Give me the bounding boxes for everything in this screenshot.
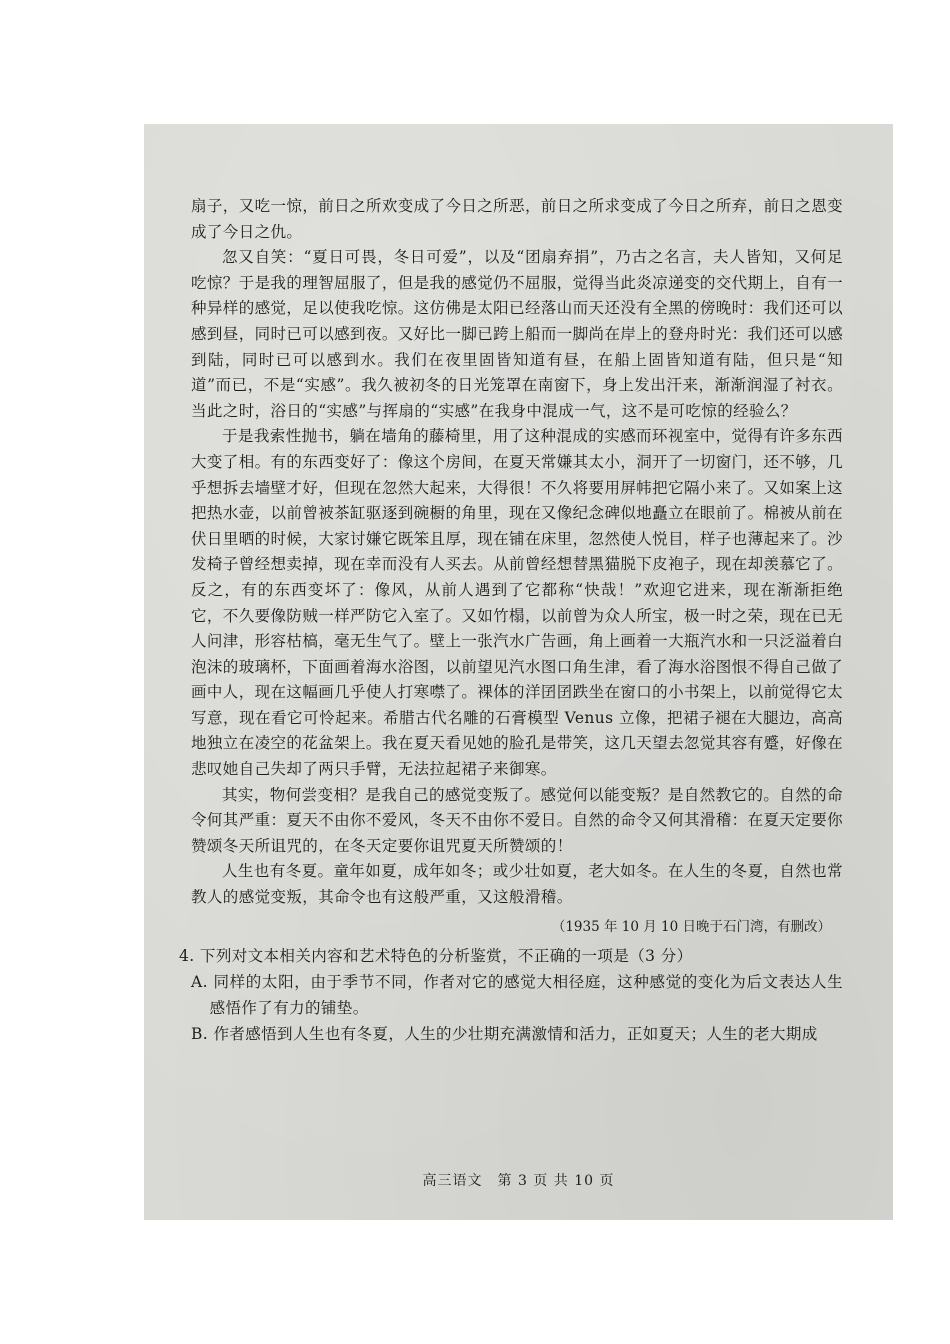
passage-paragraph-3: 于是我索性抛书，躺在墙角的藤椅里，用了这种混成的实感而环视室中，觉得有许多东西大变了相。有的东西变好了：像这个房间，在夏天常嫌其太小，洞开了一切窗门，还不够，几乎想拆去墙壁才好，但现在忽然大起来，大得很！不久将要用屏帏把它隔小来了。又如案上这把热水壶，以前曾被茶缸驱逐到碗橱的角里，现在又像纪念碑似地矗立在眼前了。棉被从前在伏日里晒的时候，大家讨嫌它既笨且厚，现在铺在床里，忽然使人悦目，样子也薄起来了。沙发椅子曾经想卖掉，现在幸而没有人买去。从前曾经想替黑猫脱下皮袍子，现在却羡慕它了。反之，有的东西变坏了：像风，从前人遇到了它都称“快哉！”欢迎它进来，现在渐渐拒绝它，不久要像防贼一样严防它入室了。又如竹榻，以前曾为众人所宝，极一时之荣，现在已无人问津，形容枯槁，毫无生气了。壁上一张汽水广告画，角上画着一大瓶汽水和一只泛溢着白泡沫的玻璃杯，下面画着海水浴图，以前望见汽水图口角生津，看了海水浴图恨不得自己做了画中人，现在这幅画几乎使人打寒噤了。裸体的洋囝囝跌坐在窗口的小书架上，以前觉得它太写意，现在看它可怜起来。希腊古代名雕的石膏模型 Venus 立像，把裙子褪在大腿边，高高地独立在凌空的花盆架上。我在夏天看见她的脸孔是带笑，这几天望去忽觉其容有蹙，好像在悲叹她自己失却了两只手臂，无法拉起裙子来御寒。 bbox=[191, 427, 843, 779]
passage-paragraph-2: 忽又自笑：“夏日可畏，冬日可爱”，以及“团扇弃捐”，乃古之名言，夫人皆知，又何足吃惊？于是我的理智屈服了，但是我的感觉仍不屈服，觉得当此炎凉递变的交代期上，自有一种异样的感觉，足以使我吃惊。这仿佛是太阳已经落山而天还没有全黑的傍晚时：我们还可以感到昼，同时已可以感到夜。又好比一脚已跨上船而一脚尚在岸上的登舟时光：我们还可以感到陆，同时已可以感到水。我们在夜里固皆知道有昼，在船上固皆知道有陆，但只是“知道”而已，不是“实感”。我久被初冬的日光笼罩在南窗下，身上发出汗来，渐渐润湿了衬衣。当此之时，浴日的“实感”与挥扇的“实感”在我身中混成一气，这不是可吃惊的经验么？ bbox=[191, 248, 843, 420]
question-option-a: A. 同样的太阳，由于季节不同，作者对它的感觉大相径庭，这种感觉的变化为后文表达人生感悟作了有力的铺垫。 bbox=[191, 972, 843, 1017]
exam-page bbox=[144, 124, 893, 1220]
passage-paragraph-4: 其实，物何尝变相？是我自己的感觉变叛了。感觉何以能变叛？是自然教它的。自然的命令何其严重：夏天不由你不爱风，冬天不由你不爱日。自然的命令又何其滑稽：在夏天定要你赞颂冬天所诅咒的，在冬天定要你诅咒夏天所赞颂的！ bbox=[191, 785, 843, 855]
passage bbox=[191, 194, 843, 939]
passage-paragraph-1: 扇子，又吃一惊，前日之所欢变成了今日之所恶，前日之所求变成了今日之所弃，前日之恩变成了今日之仇。 bbox=[191, 197, 843, 241]
passage-paragraph-5: 人生也有冬夏。童年如夏，成年如冬；或少壮如夏，老大如冬。在人生的冬夏，自然也常教人的感觉变叛，其命令也有这般严重，又这般滑稽。 bbox=[191, 862, 843, 907]
page-footer: 高三语文 第 3 页 共 10 页 bbox=[422, 1173, 615, 1189]
source-note: （1935 年 10 月 10 日晚于石门湾，有删改） bbox=[551, 918, 831, 935]
question-option-b: B. 作者感悟到人生也有冬夏，人生的少壮期充满激情和活力，正如夏天；人生的老大期成 bbox=[191, 1024, 818, 1043]
question-stem: 4. 下列对文本相关内容和艺术特色的分析鉴赏，不正确的一项是（3 分） bbox=[179, 946, 693, 965]
question-4 bbox=[179, 943, 843, 1047]
